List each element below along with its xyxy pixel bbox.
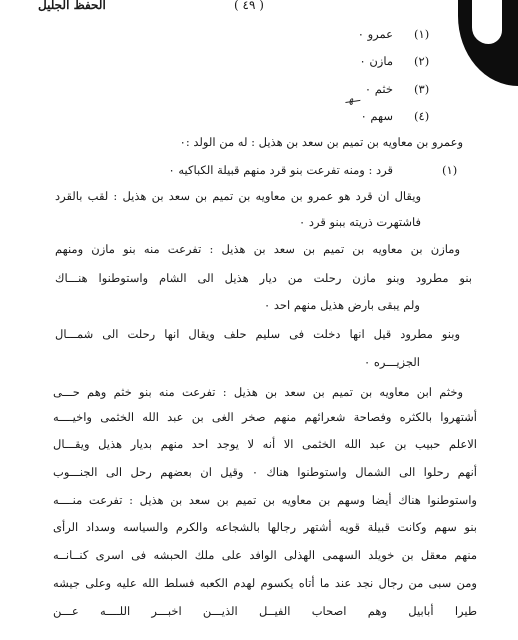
body-line: وبنو مطرود قيل انها دخلت فى سليم حلف ويقال انها رحلت الى شمـــال: [55, 327, 460, 341]
running-header-title: الحفظ الجليل: [38, 0, 106, 12]
body-line: أنهم رحلوا الى الشمال واستوطنوا هناك ٠ وقيل ان بعضهم رحل الى الجنـــوب: [53, 465, 477, 479]
list-number: (١): [414, 27, 430, 41]
body-line: أشتهروا بالكثره وفصاحة شعرائهم منهم صخر الغى بن عبد الله الخثمى واخيــــه: [53, 410, 477, 424]
body-line: ومازن بن معاويه بن تميم بن سعد بن هذيل : تفرعت منه بنو مازن ومنهم: [55, 242, 460, 256]
body-line: ولم يبقى بارض هذيل منهم احد ٠: [263, 298, 420, 312]
list-number: (٢): [414, 54, 430, 68]
body-line: الاعلم حبيب بن عبد الله الخثمى الا أنه لا يوجد احد منهم بديار هذيل ويقـــال: [53, 437, 477, 451]
list-number: (٣): [414, 82, 430, 96]
body-line: الجزيـــره ٠: [364, 355, 420, 369]
body-line: طيرا أبابيل وهم اصحاب الفيــل الذيـــن اخبـــر اللــــه عـــن: [53, 604, 477, 618]
list-name: خثم ٠: [364, 82, 393, 96]
handwritten-mark: ــهـ: [344, 91, 361, 106]
body-line: وخثم ابن معاويه بن تميم بن سعد بن هذيل : تفرعت منه بنو خثم وهم حـــى: [53, 385, 463, 399]
ink-blot: [458, 0, 518, 86]
section-number: (١): [442, 163, 458, 177]
section-heading: قرد : ومنه تفرعت بنو قرد منهم قبيلة الكباكيه ٠: [168, 163, 393, 177]
page-number: ( ٤٩ ): [234, 0, 264, 12]
list-name: عمرو ٠: [357, 27, 393, 41]
body-line: فاشتهرت ذريته ببنو قرد ٠: [299, 215, 421, 229]
list-name: سهم ٠: [360, 109, 393, 123]
body-line: بنو مطرود وبنو مازن رحلت من ديار هذيل الى الشام واستوطنوا هنـــاك: [55, 271, 472, 285]
body-line: واستوطنوا هناك أيضا وسهم بن معاويه بن تميم بن سعد بن هذيل : تفرعت منــــه: [53, 493, 477, 507]
body-line: ومن سبى من رجال نجد عند ما أتاه يكسوم لهدم الكعبه فسلط الله عليه وعلى جيشه: [53, 576, 477, 590]
body-line: ويقال ان قرد هو عمرو بن معاويه بن تميم بن سعد بن هذيل : لقب بالقرد: [55, 189, 421, 203]
body-line: بنو سهم وكانت قبيلة قويه أشتهر رجالها بالشجاعه والكرم والسياسه وسداد الرأى: [53, 520, 477, 534]
list-number: (٤): [414, 109, 430, 123]
body-line: منهم معقل بن خويلد السهمى الهذلى الوافد على ملك الحبشه فى اسرى كنــانــه: [53, 548, 477, 562]
list-name: مازن ٠: [359, 54, 393, 68]
intro-line: وعمرو بن معاويه بن تميم بن سعد بن هذيل : له من الولد :٠: [179, 135, 463, 149]
